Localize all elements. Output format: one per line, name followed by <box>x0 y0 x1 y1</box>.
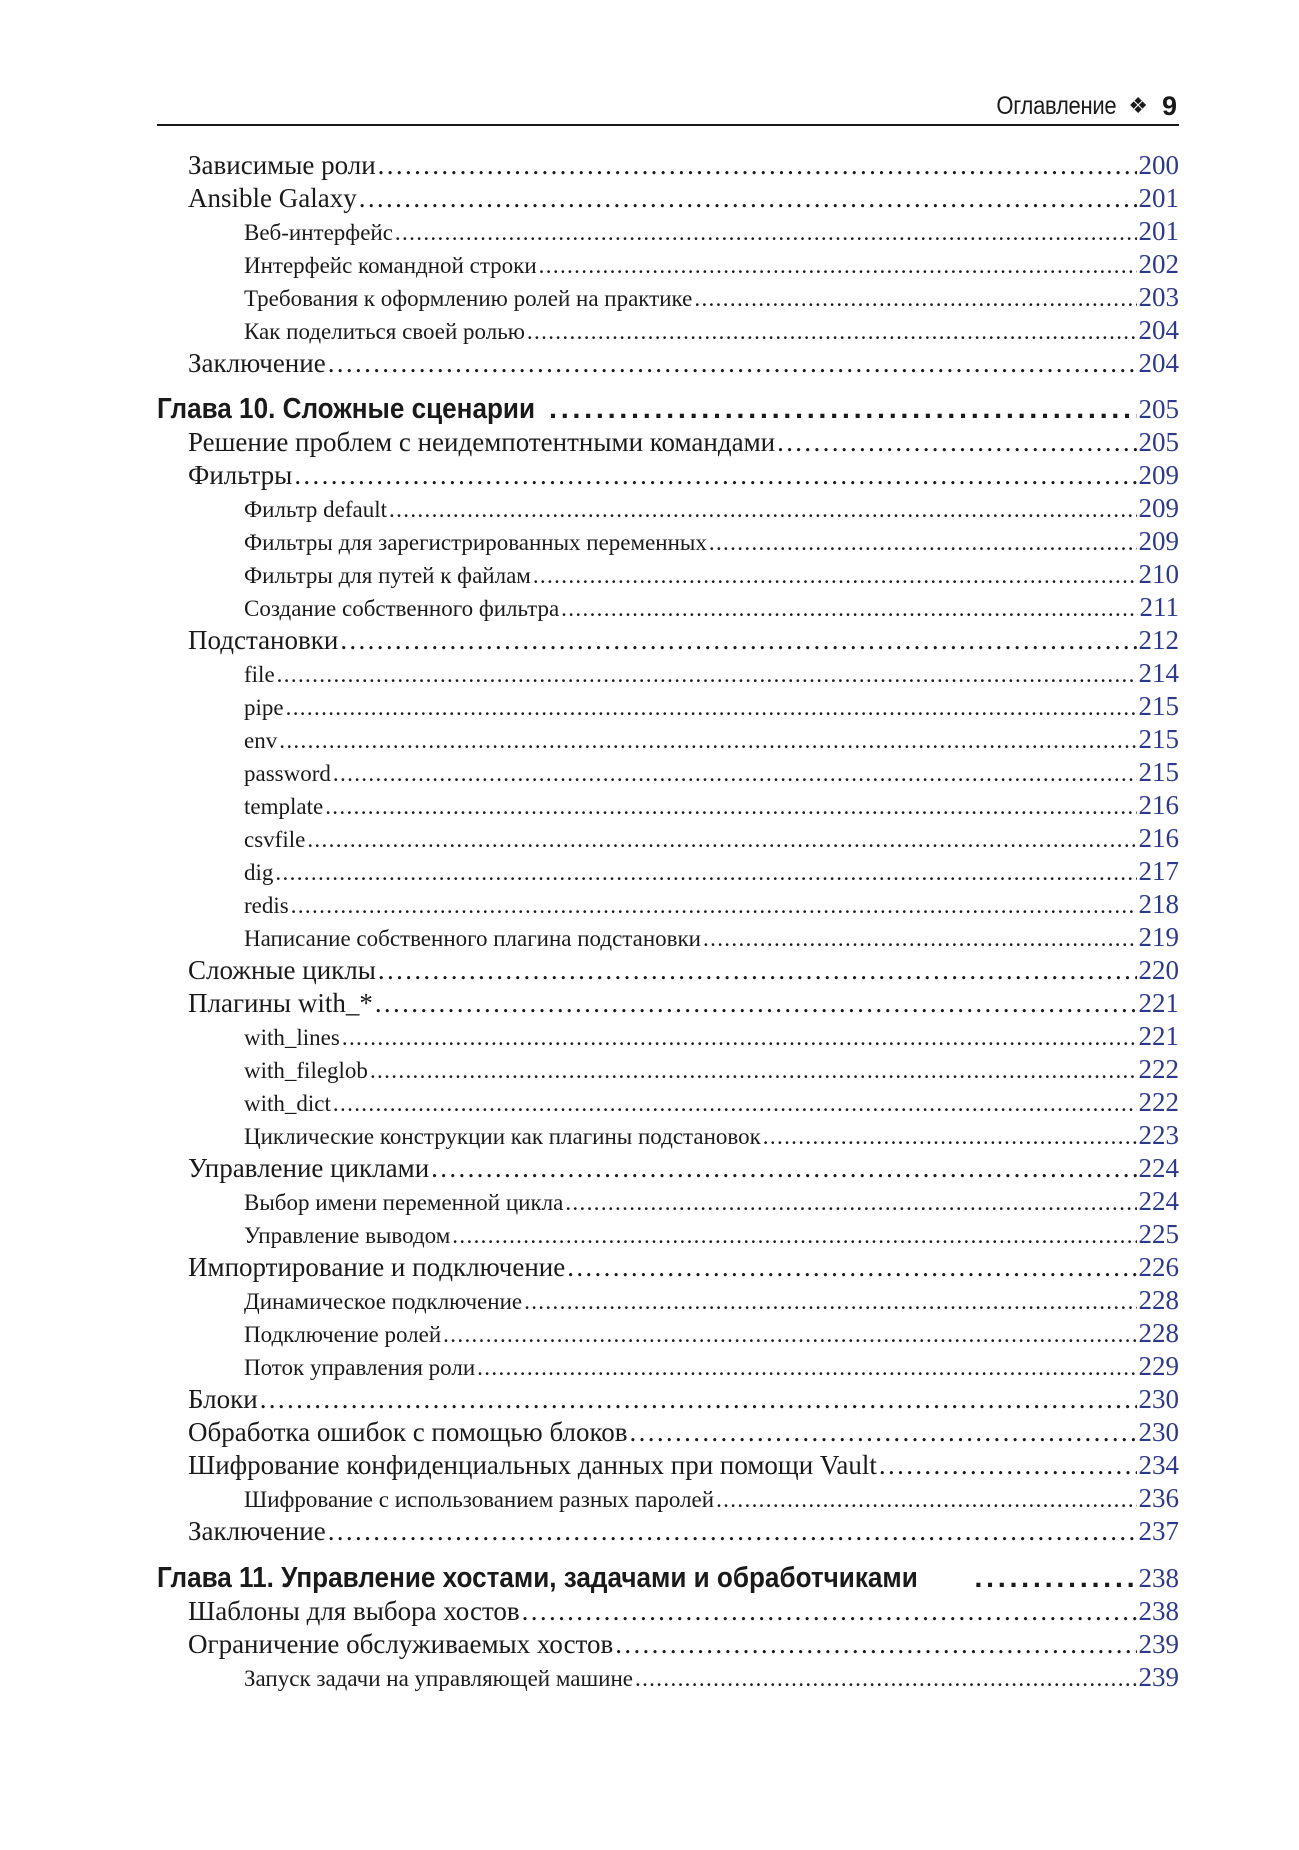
toc-entry[interactable] <box>157 592 1179 623</box>
toc-entry-label: Управление выводом <box>244 1223 451 1248</box>
toc-entry-page: 225 <box>1138 1219 1179 1249</box>
toc-entry-label: with_lines <box>244 1025 340 1050</box>
toc-entry-page: 205 <box>1138 427 1179 457</box>
toc-entry-label: Интерфейс командной строки <box>244 253 537 278</box>
dot-leader <box>375 988 1137 1019</box>
toc-entry[interactable] <box>157 315 1179 346</box>
dot-leader <box>716 1487 1136 1513</box>
dot-leader <box>328 1516 1137 1547</box>
toc-entry[interactable] <box>157 460 1179 491</box>
toc-entry-page: 221 <box>1138 988 1179 1018</box>
running-header <box>157 88 1179 126</box>
toc-entry-page: 219 <box>1138 922 1179 952</box>
toc-chapter-entry[interactable] <box>157 393 1179 426</box>
dot-leader <box>567 1252 1136 1283</box>
toc-entry[interactable] <box>157 526 1179 557</box>
dot-leader <box>452 1223 1136 1249</box>
dot-leader <box>549 393 1137 426</box>
toc-entry-page: 224 <box>1138 1153 1179 1183</box>
toc-entry-label: template <box>244 794 324 819</box>
toc-entry-label: Поток управления роли <box>244 1355 476 1380</box>
toc-entry-page: 226 <box>1138 1252 1179 1282</box>
dot-leader <box>378 150 1137 181</box>
ornament-icon: ❖ <box>1128 93 1148 118</box>
toc-entry-label: Подключение ролей <box>244 1322 442 1347</box>
toc-entry-page: 217 <box>1138 856 1179 886</box>
dot-leader <box>378 955 1137 986</box>
toc-entry-label: Фильтры <box>188 460 293 490</box>
toc-entry[interactable] <box>157 1153 1179 1184</box>
dot-leader <box>279 728 1136 754</box>
toc-entry[interactable] <box>157 1483 1179 1514</box>
dot-leader <box>389 497 1136 523</box>
toc-entry-label: file <box>244 662 275 687</box>
toc-entry[interactable] <box>157 427 1179 458</box>
toc-entry[interactable] <box>157 1054 1179 1085</box>
toc-entry-label: Ограничение обслуживаемых хостов <box>188 1629 614 1659</box>
toc-entry[interactable] <box>157 1516 1179 1547</box>
toc-entry[interactable] <box>157 1318 1179 1349</box>
dot-leader <box>524 1289 1136 1315</box>
toc-entry-page: 209 <box>1138 460 1179 490</box>
toc-entry[interactable] <box>157 1384 1179 1415</box>
toc-entry-label: Шаблоны для выбора хостов <box>188 1596 520 1626</box>
dot-leader <box>260 1384 1137 1415</box>
toc-entry-page: 238 <box>1138 1596 1179 1626</box>
toc-entry-page: 215 <box>1138 757 1179 787</box>
toc-entry-page: 230 <box>1138 1384 1179 1414</box>
dot-leader <box>477 1355 1136 1381</box>
dot-leader <box>565 1190 1136 1216</box>
toc-entry-page: 214 <box>1138 658 1179 688</box>
toc-entry-label: csvfile <box>244 827 306 852</box>
toc-entry[interactable] <box>157 1219 1179 1250</box>
toc-entry-page: 215 <box>1138 724 1179 754</box>
toc-entry-label: Заключение <box>188 1516 326 1546</box>
toc-entry-page: 216 <box>1138 790 1179 820</box>
toc-entry[interactable] <box>157 1417 1179 1448</box>
toc-entry-page: 234 <box>1138 1450 1179 1480</box>
dot-leader <box>370 1058 1137 1084</box>
toc-entry[interactable] <box>157 658 1179 689</box>
dot-leader <box>275 860 1136 886</box>
toc-entry[interactable] <box>157 1450 1179 1481</box>
toc-entry-label: Зависимые роли <box>188 150 376 180</box>
dot-leader <box>879 1450 1137 1481</box>
dot-leader <box>359 183 1137 214</box>
toc-entry-page: 205 <box>1138 394 1179 424</box>
toc-entry[interactable] <box>157 150 1179 181</box>
dot-leader <box>395 220 1137 246</box>
toc-entry[interactable] <box>157 823 1179 854</box>
toc-chapter-entry[interactable] <box>157 1562 1179 1595</box>
toc-entry[interactable] <box>157 1252 1179 1283</box>
toc-entry-page: 228 <box>1138 1285 1179 1315</box>
dot-leader <box>328 348 1137 379</box>
toc-entry[interactable] <box>157 282 1179 313</box>
toc-entry-page: 216 <box>1138 823 1179 853</box>
toc-entry[interactable] <box>157 955 1179 986</box>
toc-entry-label: Обработка ошибок с помощью блоков <box>188 1417 628 1447</box>
dot-leader <box>277 662 1137 688</box>
toc-entry[interactable] <box>157 348 1179 379</box>
dot-leader <box>431 1153 1136 1184</box>
toc-entry-page: 211 <box>1139 592 1179 622</box>
toc-entry-label: Шифрование с использованием разных паролей <box>244 1487 715 1512</box>
dot-leader <box>703 926 1137 952</box>
toc-entry-page: 236 <box>1138 1483 1179 1513</box>
toc-entry-label: password <box>244 761 331 786</box>
page-number: 9 <box>1161 90 1177 121</box>
toc-entry-page: 201 <box>1138 183 1179 213</box>
dot-leader <box>286 695 1137 721</box>
toc-entry-label: Глава 11. Управление хостами, задачами и обработчиками <box>157 1562 918 1594</box>
dot-leader <box>333 761 1137 787</box>
toc-entry[interactable] <box>157 691 1179 722</box>
toc-entry[interactable] <box>157 559 1179 590</box>
toc-entry-label: Подстановки <box>188 625 339 655</box>
toc-entry-label: with_dict <box>244 1091 331 1116</box>
toc-entry[interactable] <box>157 1629 1179 1660</box>
toc-entry-page: 204 <box>1138 315 1179 345</box>
toc-entry[interactable] <box>157 216 1179 247</box>
dot-leader <box>630 1417 1137 1448</box>
dot-leader <box>443 1322 1136 1348</box>
toc-entry-page: 220 <box>1138 955 1179 985</box>
toc-entry-label: Динамическое подключение <box>244 1289 523 1314</box>
toc-entry[interactable] <box>157 757 1179 788</box>
toc-entry-label: Веб-интерфейс <box>244 220 393 245</box>
toc-entry[interactable] <box>157 988 1179 1019</box>
toc-entry-label: Управление циклами <box>188 1153 430 1183</box>
toc-entry-label: with_fileglob <box>244 1058 368 1083</box>
toc-entry-label: Выбор имени переменной цикла <box>244 1190 564 1215</box>
toc-entry[interactable] <box>157 1087 1179 1118</box>
toc-entry-page: 202 <box>1138 249 1179 279</box>
toc-entry-page: 237 <box>1138 1516 1179 1546</box>
toc-entry[interactable] <box>157 724 1179 755</box>
toc-entry[interactable] <box>157 625 1179 656</box>
dot-leader <box>294 460 1136 491</box>
toc-entry-label: Глава 10. Сложные сценарии <box>157 393 535 425</box>
toc-entry[interactable] <box>157 856 1179 887</box>
toc-entry-page: 215 <box>1138 691 1179 721</box>
toc-entry-label: Запуск задачи на управляющей машине <box>244 1666 633 1691</box>
dot-leader <box>333 1091 1137 1117</box>
toc-entry-label: env <box>244 728 278 753</box>
dot-leader <box>777 427 1136 458</box>
toc-entry-page: 239 <box>1138 1662 1179 1692</box>
toc-entry-label: Фильтры для путей к файлам <box>244 563 531 588</box>
toc-entry[interactable] <box>157 1120 1179 1151</box>
toc-entry-page: 203 <box>1138 282 1179 312</box>
toc-entry-label: Блоки <box>188 1384 258 1414</box>
toc-entry-label: redis <box>244 893 289 918</box>
toc-entry-page: 228 <box>1138 1318 1179 1348</box>
dot-leader <box>635 1666 1137 1692</box>
dot-leader <box>709 530 1137 556</box>
toc-entry[interactable] <box>157 493 1179 524</box>
toc-entry-page: 224 <box>1138 1186 1179 1216</box>
toc-entry-label: Решение проблем с неидемпотентными командами <box>188 427 776 457</box>
toc-entry-page: 204 <box>1138 348 1179 378</box>
toc-entry-page: 229 <box>1138 1351 1179 1381</box>
dot-leader <box>325 794 1136 820</box>
toc-entry-page: 221 <box>1138 1021 1179 1051</box>
dot-leader <box>342 1025 1137 1051</box>
dot-leader <box>522 1596 1137 1627</box>
dot-leader <box>974 1562 1136 1595</box>
toc-entry[interactable] <box>157 1021 1179 1052</box>
toc-entry-page: 238 <box>1138 1563 1179 1593</box>
toc-entry[interactable] <box>157 1186 1179 1217</box>
dot-leader <box>694 286 1136 312</box>
toc-entry-label: Как поделиться своей ролью <box>244 319 525 344</box>
dot-leader <box>533 563 1137 589</box>
dot-leader <box>539 253 1137 279</box>
dot-leader <box>340 625 1136 656</box>
toc-entry-label: Фильтры для зарегистрированных переменных <box>244 530 707 555</box>
running-header-title: Оглавление <box>996 91 1117 120</box>
toc-entry[interactable] <box>157 249 1179 280</box>
toc-entry-page: 222 <box>1138 1087 1179 1117</box>
toc-entry-label: Заключение <box>188 348 326 378</box>
toc-entry[interactable] <box>157 790 1179 821</box>
toc-entry[interactable] <box>157 889 1179 920</box>
toc-entry-label: Импортирование и подключение <box>188 1252 566 1282</box>
dot-leader <box>307 827 1136 853</box>
toc-entry[interactable] <box>157 1285 1179 1316</box>
dot-leader <box>763 1124 1137 1150</box>
toc-entry-page: 210 <box>1138 559 1179 589</box>
toc-entry-label: pipe <box>244 695 284 720</box>
toc-entry-label: Циклические конструкции как плагины подстановок <box>244 1124 761 1149</box>
toc-entry-label: dig <box>244 860 274 885</box>
toc-entry-page: 200 <box>1138 150 1179 180</box>
dot-leader <box>561 596 1137 622</box>
toc-entry-label: Ansible Galaxy <box>188 183 357 213</box>
toc-entry-page: 223 <box>1138 1120 1179 1150</box>
dot-leader <box>527 319 1137 345</box>
toc-entry-page: 209 <box>1138 493 1179 523</box>
toc-entry-label: Создание собственного фильтра <box>244 596 560 621</box>
toc-entry[interactable] <box>157 1662 1179 1693</box>
toc-entry-page: 239 <box>1138 1629 1179 1659</box>
toc-entry-page: 218 <box>1138 889 1179 919</box>
toc-entry[interactable] <box>157 1351 1179 1382</box>
toc-entry-page: 212 <box>1138 625 1179 655</box>
toc-entry-page: 201 <box>1138 216 1179 246</box>
toc-entry-label: Требования к оформлению ролей на практике <box>244 286 693 311</box>
toc-entry-page: 209 <box>1138 526 1179 556</box>
toc-entry-page: 230 <box>1138 1417 1179 1447</box>
toc-entry[interactable] <box>157 922 1179 953</box>
toc-entry-label: Сложные циклы <box>188 955 376 985</box>
dot-leader <box>615 1629 1136 1660</box>
toc-entry-label: Написание собственного плагина подстановки <box>244 926 701 951</box>
toc-entry[interactable] <box>157 183 1179 214</box>
toc-entry[interactable] <box>157 1596 1179 1627</box>
dot-leader <box>291 893 1137 919</box>
toc-entry-label: Плагины with_* <box>188 988 373 1018</box>
toc-entry-label: Фильтр default <box>244 497 388 522</box>
toc-entry-page: 222 <box>1138 1054 1179 1084</box>
toc-entry-label: Шифрование конфиденциальных данных при помощи Vault <box>188 1450 877 1480</box>
